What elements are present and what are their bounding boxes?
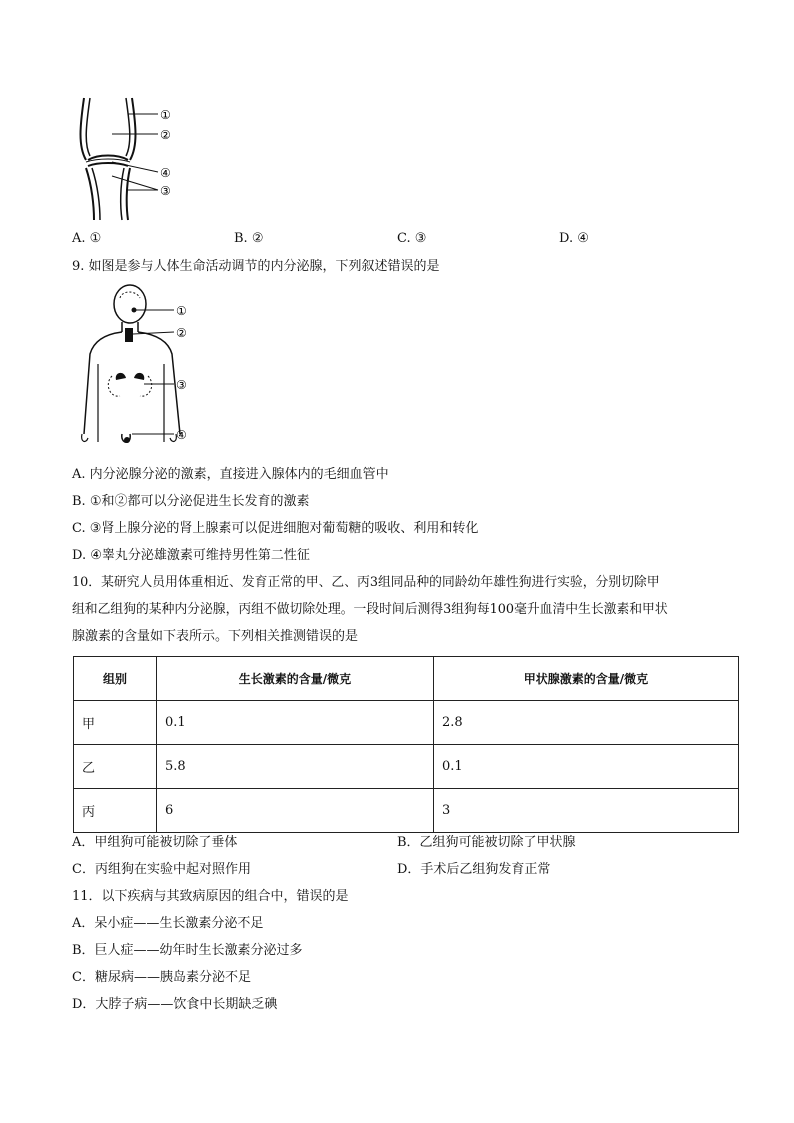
table-row [74, 789, 739, 833]
gland-label-1: ① [176, 304, 187, 318]
knee-label-3: ③ [160, 184, 171, 198]
q8-option-a[interactable]: A. ① [72, 231, 102, 246]
knee-label-1: ① [160, 108, 171, 122]
table-row [74, 701, 739, 745]
table-cell: 甲 [74, 701, 157, 745]
table-row [74, 745, 739, 789]
table-cell: 乙 [74, 745, 157, 789]
q9-option-c[interactable]: C. ③肾上腺分泌的肾上腺素可以促进细胞对葡萄糖的吸收、利用和转化 [72, 521, 479, 536]
q11-option-c[interactable]: C．糖尿病——胰岛素分泌不足 [72, 970, 251, 985]
gland-label-3: ③ [176, 378, 187, 392]
knee-label-4: ④ [160, 166, 171, 180]
q10-option-c[interactable]: C．丙组狗在实验中起对照作用 [72, 862, 251, 877]
q10-option-a[interactable]: A．甲组狗可能被切除了垂体 [72, 835, 238, 850]
table-header-row [74, 657, 739, 701]
table-cell: 5.8 [157, 745, 434, 789]
q8-option-c[interactable]: C. ③ [397, 231, 427, 246]
q11-option-d[interactable]: D．大脖子病——饮食中长期缺乏碘 [72, 997, 278, 1012]
gland-label-2: ② [176, 326, 187, 340]
q11-option-a[interactable]: A．呆小症——生长激素分泌不足 [72, 916, 264, 931]
q8-option-d[interactable]: D. ④ [559, 231, 589, 246]
q11-option-b[interactable]: B．巨人症——幼年时生长激素分泌过多 [72, 943, 303, 958]
q10-stem-line-3: 腺激素的含量如下表所示。下列相关推测错误的是 [72, 629, 359, 644]
table-cell: 6 [157, 789, 434, 833]
table-cell: 0.1 [434, 745, 739, 789]
gland-label-4: ④ [176, 428, 187, 442]
table-cell: 2.8 [434, 701, 739, 745]
q8-option-b[interactable]: B. ② [234, 231, 264, 246]
q9-option-d[interactable]: D. ④睾丸分泌雄激素可维持男性第二性征 [72, 548, 310, 563]
table-header: 生长激素的含量/微克 [157, 657, 434, 701]
table-cell: 丙 [74, 789, 157, 833]
endocrine-glands-figure [76, 284, 196, 450]
q10-option-d[interactable]: D．手术后乙组狗发育正常 [397, 862, 551, 877]
q10-stem-line-2: 组和乙组狗的某种内分泌腺，丙组不做切除处理。一段时间后测得3组狗每100毫升血清中生长激素和甲状 [72, 602, 668, 617]
q9-option-a[interactable]: A. 内分泌腺分泌的激素，直接进入腺体内的毛细血管中 [72, 467, 389, 482]
knee-label-2: ② [160, 128, 171, 142]
q10-option-b[interactable]: B．乙组狗可能被切除了甲状腺 [397, 835, 576, 850]
table-cell: 0.1 [157, 701, 434, 745]
knee-joint-figure [72, 96, 182, 222]
table-cell: 3 [434, 789, 739, 833]
q10-stem-line-1: 10．某研究人员用体重相近、发育正常的甲、乙、丙3组同品种的同龄幼年雄性狗进行实验，分别切除甲 [72, 575, 660, 590]
hormone-table [73, 656, 739, 833]
q9-option-b[interactable]: B. ①和②都可以分泌促进生长发育的激素 [72, 494, 310, 509]
table-header: 组别 [74, 657, 157, 701]
q11-stem: 11．以下疾病与其致病原因的组合中，错误的是 [72, 889, 349, 904]
q9-stem: 9. 如图是参与人体生命活动调节的内分泌腺，下列叙述错误的是 [72, 259, 440, 274]
table-header: 甲状腺激素的含量/微克 [434, 657, 739, 701]
